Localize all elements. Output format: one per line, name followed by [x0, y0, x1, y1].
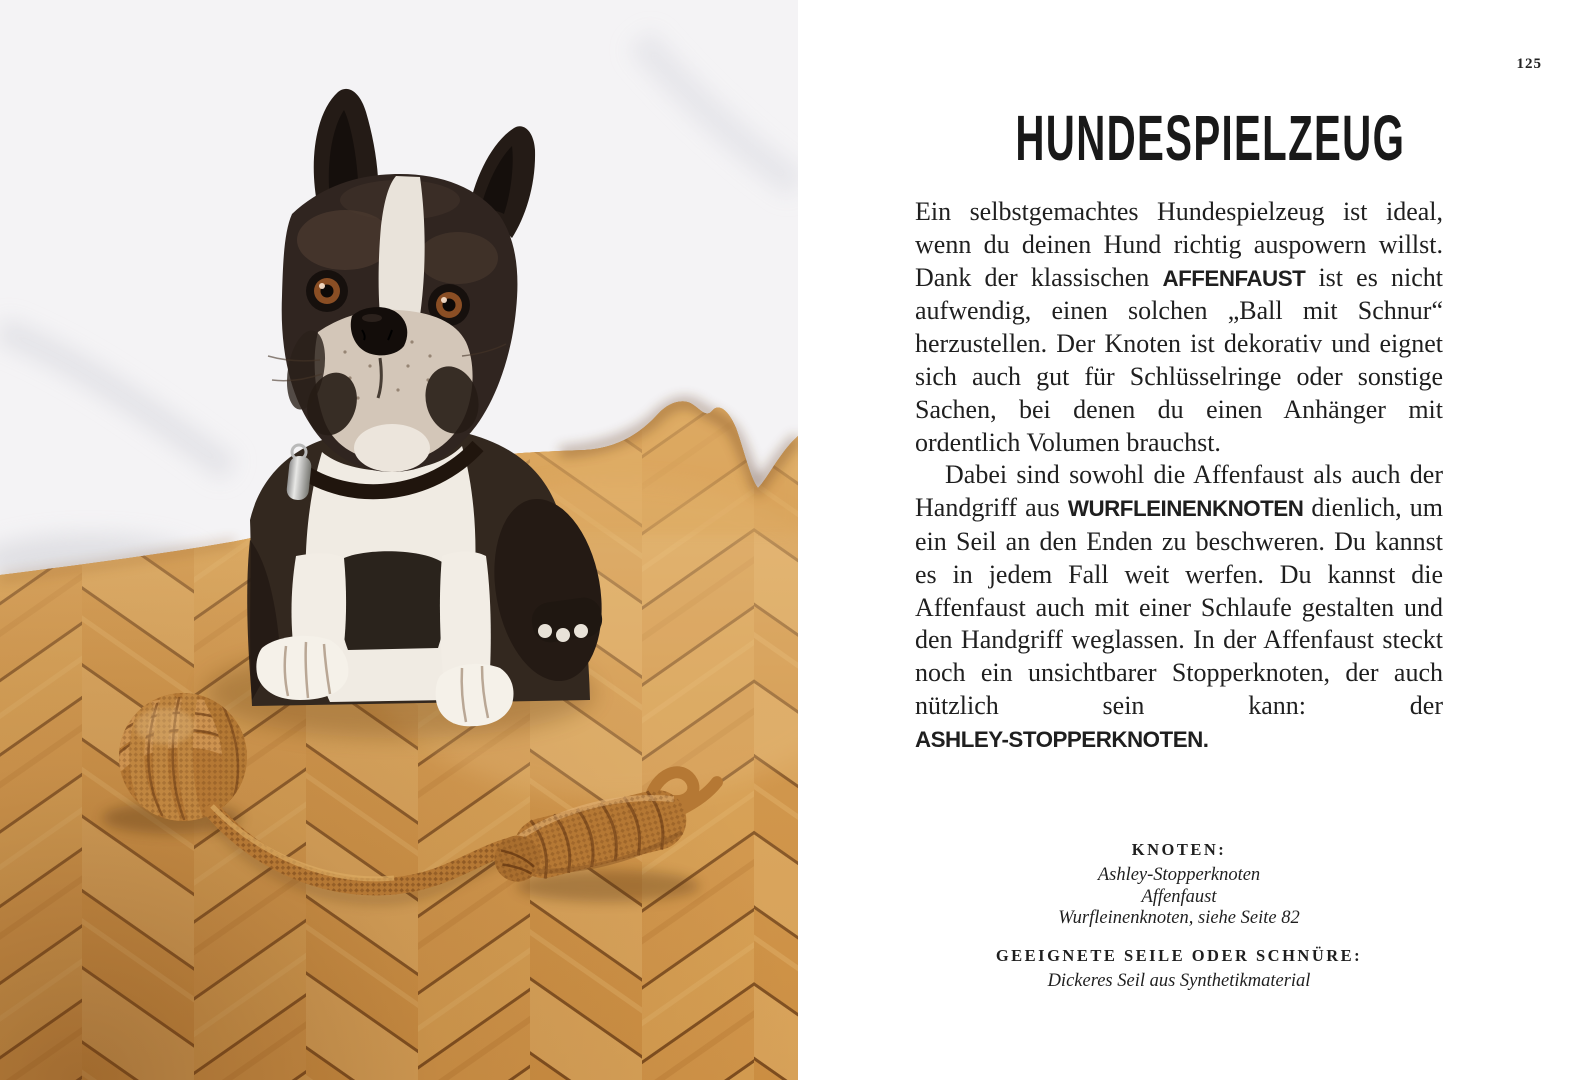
knots-heading: KNOTEN: [1131, 840, 1227, 859]
knot-item: Affenfaust [1141, 886, 1217, 907]
paragraph-2: Dabei sind sowohl die Affenfaust als auch der Handgriff aus WURFLEINENKNOTEN dienlich, um ein Seil an den Enden zu beschweren. Du kannst es in jedem Fall weit werfen. Du kannst die Affenfaust auch mit einer Schlaufe gestalten und den Handgriff weglassen. In der Affenfaust steckt noch ein unsichtbarer Stopperknoten, der auch nützlich sein kann: der ASHLEY-STOPPERKNOTEN. [915, 460, 1443, 752]
paragraph-1: Ein selbstgemachtes Hundespielzeug ist ideal, wenn du deinen Hund richtig auspowern willst. Dank der klassischen AFFENFAUST ist es nicht aufwendig, einen solchen „Ball mit Schnur“ herzustellen. Der Knoten ist dekorativ und eignet sich auch gut für Schlüsselringe oder sonstige Sachen, bei denen du einen Anhänger mit ordentlich Volumen brauchst. [915, 197, 1444, 457]
page-number: 125 [1516, 56, 1542, 72]
knot-item: Wurfleinenknoten, siehe Seite 82 [1058, 908, 1300, 928]
rope-item: Dickeres Seil aus Synthetikmaterial [1047, 970, 1311, 991]
text-page [798, 0, 1596, 1080]
body-text [915, 196, 1443, 757]
footer-spacer [915, 930, 1443, 946]
chapter-title-text: HUNDESPIELZEUG [1015, 102, 1406, 174]
knot-item: Ashley-Stopperknoten [1097, 865, 1261, 885]
materials-footer [915, 840, 1443, 992]
ropes-heading: GEEIGNETE SEILE ODER SCHNÜRE: [995, 945, 1363, 965]
chapter-title [915, 102, 1443, 174]
